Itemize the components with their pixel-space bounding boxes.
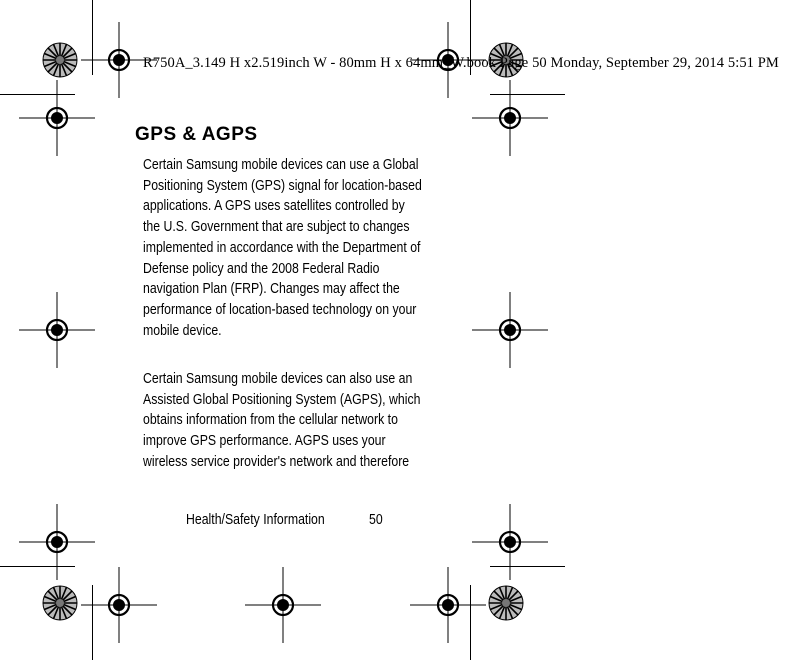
paragraph: Certain Samsung mobile devices can also use an Assisted Global Positioning System (AGPS), which obtains information from the cellular network to improve GPS performance. AGPS uses your wireless service provider's network and therefore bbox=[143, 371, 421, 470]
color-wheel-mark bbox=[42, 42, 78, 78]
footer-section-name: Health/Safety Information bbox=[186, 512, 325, 528]
registration-mark bbox=[17, 290, 97, 370]
registration-mark bbox=[17, 78, 97, 158]
page-number: 50 bbox=[369, 512, 383, 528]
section-title: GPS & AGPS bbox=[135, 124, 258, 145]
registration-mark bbox=[243, 565, 323, 645]
print-slug-line: R750A_3.149 H x2.519inch W - 80mm H x 64mm_W.book Page 50 Monday, September 29, 2014 5:51 PM bbox=[143, 55, 779, 71]
paragraph: Certain Samsung mobile devices can use a Global Positioning System (GPS) signal for location-based applications. A GPS uses satellites controlled by the U.S. Government that are subject to changes implemented in accordance with the Department of Defense policy and the 2008 Federal Radio navigation Plan (FRP). Changes may affect the performance of location-based technology on your mobile device. bbox=[143, 157, 422, 339]
registration-mark bbox=[470, 290, 550, 370]
color-wheel-mark bbox=[42, 585, 78, 621]
body-text bbox=[143, 369, 421, 473]
registration-mark bbox=[79, 565, 159, 645]
body-text bbox=[143, 155, 422, 341]
color-wheel-mark bbox=[488, 585, 524, 621]
registration-mark bbox=[470, 78, 550, 158]
registration-mark bbox=[408, 565, 488, 645]
